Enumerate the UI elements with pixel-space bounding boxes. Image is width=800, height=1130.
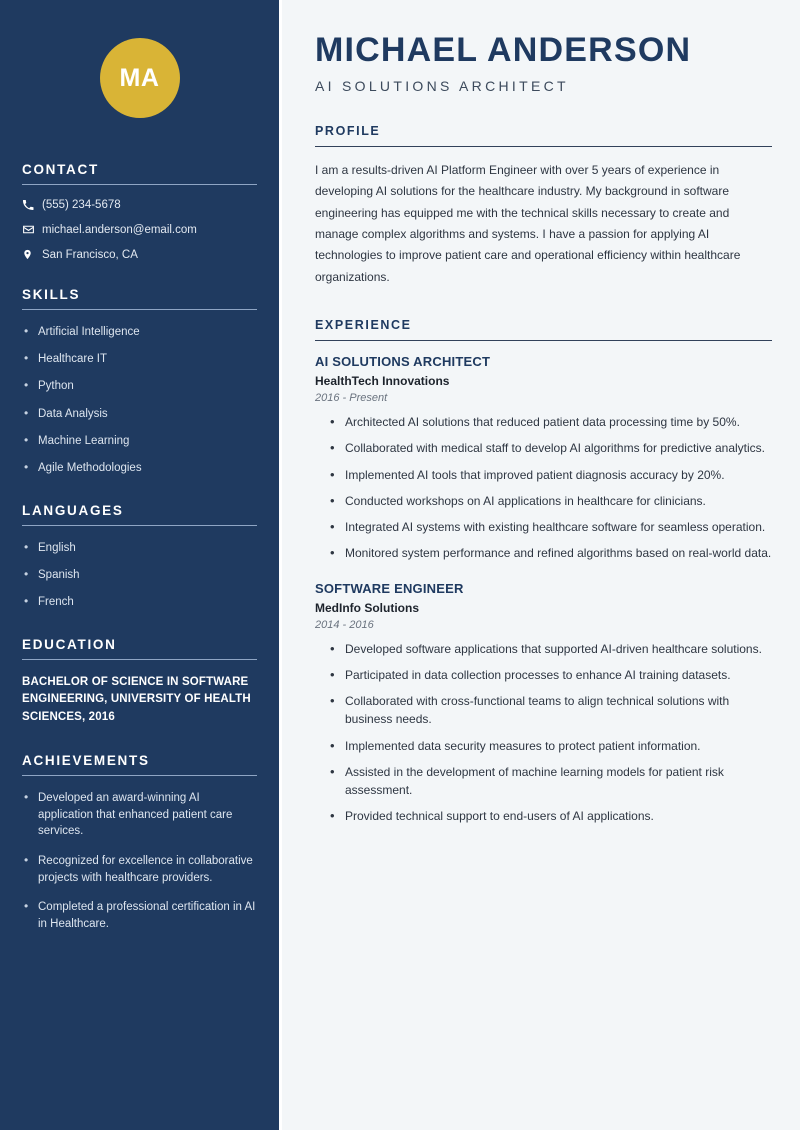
list-item: • Participated in data collection processes to enhance AI training datasets. [329, 666, 772, 684]
education-heading: EDUCATION [22, 636, 117, 652]
contact-location-value: San Francisco, CA [42, 248, 138, 261]
main-section-profile [315, 124, 772, 288]
profile-text: I am a results-driven AI Platform Engineer with over 5 years of experience in developing AI solutions for the healthcare industry. My background in software engineering has equipped me with the technical skills necessary to create and manage complex algorithms and systems. I have a passion for applying AI technologies to improve patient care and operational efficiency within healthcare organizations. [315, 162, 741, 284]
achievements-list [22, 790, 257, 933]
experience-entry [315, 581, 772, 826]
sidebar [0, 0, 279, 1130]
profile-divider [315, 146, 772, 147]
achievements-heading: ACHIEVEMENTS [22, 752, 150, 768]
list-item: • Data Analysis [22, 406, 257, 423]
contact-phone-value: (555) 234-5678 [42, 199, 121, 211]
list-item: • Provided technical support to end-users of AI applications. [329, 807, 772, 825]
skills-list [22, 324, 257, 477]
sidebar-section-education [22, 637, 257, 727]
envelope-icon [22, 223, 42, 236]
list-item: • Completed a professional certification in AI in Healthcare. [22, 899, 257, 932]
experience-heading: EXPERIENCE [315, 318, 412, 333]
list-item: • Collaborated with cross-functional teams to align technical solutions with business needs. [329, 692, 772, 728]
page-title: MICHAEL ANDERSON [315, 31, 692, 69]
contact-heading: CONTACT [22, 162, 99, 177]
languages-heading: LANGUAGES [22, 502, 124, 518]
job-bullet-list [315, 413, 772, 562]
list-item: • Integrated AI systems with existing healthcare software for seamless operation. [329, 518, 772, 536]
list-item: • Recognized for excellence in collaborative projects with healthcare providers. [22, 853, 257, 886]
job-dates: 2016 - Present [315, 392, 388, 405]
skills-divider [22, 309, 257, 310]
list-item: • Machine Learning [22, 433, 257, 450]
sidebar-section-languages [22, 503, 257, 611]
education-entry: BACHELOR OF SCIENCE IN SOFTWARE ENGINEERING, UNIVERSITY OF HEALTH SCIENCES, 2016 [22, 675, 251, 724]
job-title: AI SOLUTIONS ARCHITECT [315, 354, 491, 370]
experience-divider [315, 340, 772, 341]
list-item: • Spanish [22, 567, 257, 584]
list-item: • Implemented data security measures to protect patient information. [329, 737, 772, 755]
contact-row-email[interactable] [22, 223, 257, 236]
experience-entry [315, 354, 772, 562]
contact-row-phone[interactable] [22, 199, 257, 211]
list-item: • Monitored system performance and refined algorithms based on real-world data. [329, 544, 772, 562]
job-bullet-list [315, 640, 772, 826]
main-content [279, 0, 800, 1130]
list-item: • Agile Methodologies [22, 460, 257, 477]
skills-heading: SKILLS [22, 287, 81, 302]
main-section-experience [315, 318, 772, 825]
phone-icon [22, 199, 42, 211]
job-company: MedInfo Solutions [315, 600, 419, 615]
job-company: HealthTech Innovations [315, 374, 450, 389]
list-item: • Collaborated with medical staff to develop AI algorithms for predictive analytics. [329, 439, 772, 457]
list-item: • Assisted in the development of machine learning models for patient risk assessment. [329, 763, 772, 799]
professional-subtitle: AI SOLUTIONS ARCHITECT [315, 77, 569, 94]
contact-email-value: michael.anderson@email.com [42, 223, 197, 236]
list-item: • Artificial Intelligence [22, 324, 257, 341]
list-item: • Developed software applications that supported AI-driven healthcare solutions. [329, 640, 772, 658]
list-item: • English [22, 540, 257, 557]
list-item: • Implemented AI tools that improved patient diagnosis accuracy by 20%. [329, 466, 772, 484]
sidebar-section-achievements [22, 753, 257, 933]
list-item: • Healthcare IT [22, 351, 257, 368]
list-item: • Architected AI solutions that reduced patient data processing time by 50%. [329, 413, 772, 431]
job-dates: 2014 - 2016 [315, 618, 374, 631]
list-item: • Python [22, 378, 257, 395]
list-item: • Conducted workshops on AI applications in healthcare for clinicians. [329, 492, 772, 510]
job-title: SOFTWARE ENGINEER [315, 580, 464, 596]
achievements-divider [22, 775, 257, 776]
contact-row-location[interactable] [22, 248, 257, 261]
languages-list [22, 540, 257, 611]
education-divider [22, 659, 257, 660]
sidebar-section-contact [22, 162, 257, 261]
profile-heading: PROFILE [315, 123, 381, 138]
avatar: MA [100, 38, 180, 118]
list-item: • Developed an award-winning AI application that enhanced patient care services. [22, 790, 257, 840]
map-pin-icon [22, 248, 42, 261]
languages-divider [22, 525, 257, 526]
contact-divider [22, 184, 257, 185]
avatar-container [22, 0, 257, 162]
sidebar-section-skills [22, 287, 257, 477]
list-item: • French [22, 594, 257, 611]
